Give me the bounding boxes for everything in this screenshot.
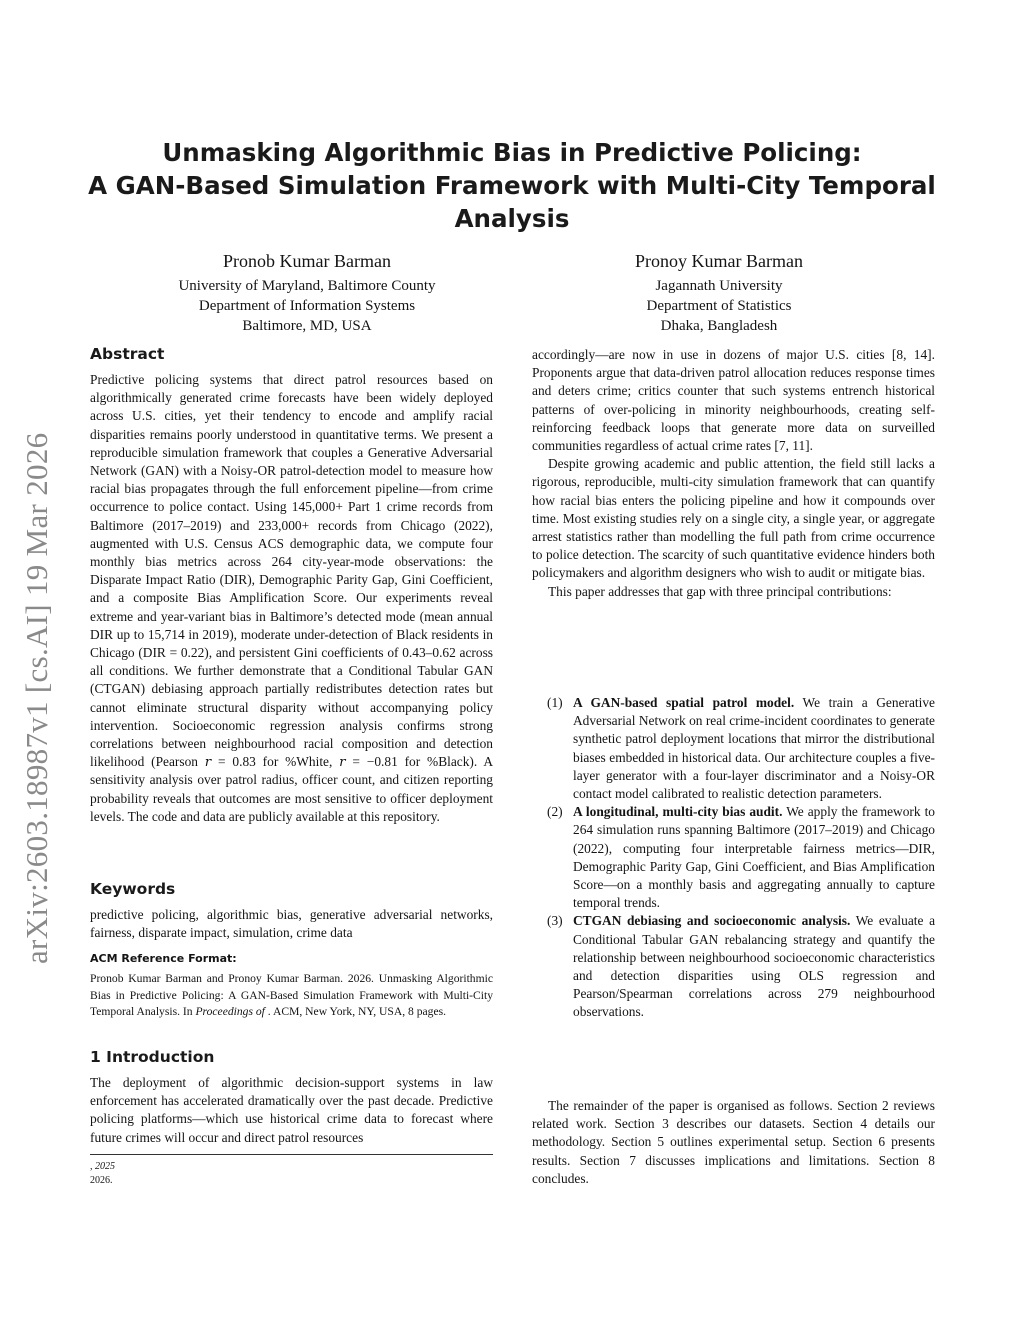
author-department: Department of Statistics (646, 298, 792, 314)
introduction-heading: 1 Introduction (90, 1048, 215, 1066)
author-affiliation: Jagannath University (655, 278, 783, 294)
author-block-2 (529, 248, 909, 336)
list-item (547, 912, 935, 1021)
author-location: Dhaka, Bangladesh (660, 318, 778, 334)
title-line: Analysis (454, 204, 570, 233)
arxiv-identifier: arXiv:2603.18987v1 [cs.AI] 19 Mar 2026 (19, 432, 54, 964)
introduction-paragraph: The deployment of algorithmic decision-support systems in law enforcement has accelerated dramatically over the past decade. Predictive policing platforms—which use historical crime data to forecast where future crimes will occur and direct patrol resources (90, 1075, 493, 1145)
keywords-text: predictive policing, algorithmic bias, generative adversarial networks, fairness, disparate impact, simulation, crime data (90, 907, 493, 941)
introduction-paragraph: Despite growing academic and public attention, the field still lacks a rigorous, reproducible, multi-city simulation framework that can quantify how racial bias enters the policing pipeline and how it compounds over time. Most existing studies rely on a single city, a single year, or aggregate arrest statistics rather than modelling the full path from crime occurrence to police detection. The scarcity of such quantitative evidence hinders both policymakers and algorithm designers who wish to audit or mitigate bias. (532, 456, 935, 581)
contribution-title: A longitudinal, multi-city bias audit. (573, 804, 783, 820)
right-column (532, 346, 935, 601)
footnote-line (90, 1160, 115, 1173)
contributions-list (547, 694, 935, 1022)
introduction-paragraph: accordingly—are now in use in dozens of major U.S. cities [8, 14]. Proponents argue that data-driven patrol allocation reduces response times and deters crime; critics counter that such systems entrench historical patterns of over-policing in minority neighbourhoods, creating self-reinforcing feedback loops that generate more data on surveilled communities regardless of actual crime rates [7, 11]. (532, 347, 935, 454)
list-number: (2) (547, 804, 563, 820)
acm-reference-heading: ACM Reference Format: (90, 952, 237, 965)
list-item (547, 803, 935, 912)
contribution-title: A GAN-based spatial patrol model. (573, 695, 795, 710)
footnote-rule (90, 1154, 493, 1155)
footnote-line: 2026. (90, 1175, 113, 1186)
acm-reference-text (90, 971, 493, 1021)
title-line: A GAN-Based Simulation Framework with Multi-City Temporal (88, 171, 936, 200)
acm-reference (90, 950, 493, 1021)
author-department: Department of Information Systems (198, 298, 416, 314)
title-line: Unmasking Algorithmic Bias in Predictive Policing: (162, 138, 862, 167)
introduction-paragraph: The remainder of the paper is organised as follows. Section 2 reviews related work. Section 3 describes our datasets. Section 4 details our methodology. Section 5 outlines experimental setup. Section 6 presents results. Section 7 discusses implications and limitations. Section 8 concludes. (532, 1098, 935, 1186)
author-block-1 (117, 248, 497, 336)
author-affiliation: University of Maryland, Baltimore County (178, 278, 436, 294)
contribution-text: We apply the framework to 264 simulation runs spanning Baltimore (2017–2019) and Chicago (2022), computing four interpretable fairness metrics—DIR, Demographic Parity Gap, Gini Coefficient, and Bias Amplification Score—on a monthly basis and aggregating annually to capture temporal trends. (573, 804, 935, 911)
abstract-heading: Abstract (90, 345, 165, 363)
introduction-section (90, 1047, 493, 1147)
acm-reference-publisher: . ACM, New York, NY, USA, 8 pages. (264, 1005, 447, 1019)
acm-reference-citation: Pronob Kumar Barman and Pronoy Kumar Barman. 2026. Unmasking Algorithmic Bias in Predictive Policing: A GAN-Based Simulation Framework with Multi-City Temporal Analysis. In (90, 972, 493, 1019)
abstract-text: Predictive policing systems that direct patrol resources based on algorithmically generated crime forecasts have been widely deployed across U.S. cities, yet their tendency to encode and amplify racial disparities remains poorly understood in quantitative terms. We present a reproducible simulation framework that couples a Generative Adversarial Network (GAN) with a Noisy-OR patrol-detection model to measure how racial bias propagates through the full enforcement pipeline—from crime occurrence to police contact. Using 145,000+ Part 1 crime records from Baltimore (2017–2019) and 233,000+ records from Chicago (2022), augmented with U.S. Census ACS demographic data, we compute four monthly bias metrics across 264 city-year-mode observations: the Disparate Impact Ratio (DIR), Demographic Parity Gap, Gini Coefficient, and a composite Bias Amplification Score. Our experiments reveal extreme and year-variant bias in Baltimore’s detected mode (mean annual DIR up to 15,714 in 2019), moderate under-detection of Black residents in Chicago (DIR = 0.22), and persistent Gini coefficients of 0.43–0.62 across all conditions. We further demonstrate that a Conditional Tabular GAN (CTGAN) debiasing approach partially redistributes detection rates but cannot eliminate structural disparity without accompanying policy intervention. Socioeconomic regression analysis confirms strong correlations between neighbourhood racial composition and detection likelihood (Pearson 𝑟 = 0.83 for %White, 𝑟 = −0.81 for %Black). A sensitivity analysis over patrol radius, officer count, and citizen reporting probability reveals that outcomes are most sensitive to officer deployment levels. The code and data are publicly available at this repository. (90, 372, 493, 824)
author-name: Pronoy Kumar Barman (635, 251, 803, 271)
list-item (547, 694, 935, 803)
keywords-section (90, 879, 493, 942)
author-name: Pronob Kumar Barman (223, 251, 391, 271)
contribution-title: CTGAN debiasing and socioeconomic analysis. (573, 913, 851, 929)
keywords-heading: Keywords (90, 880, 176, 898)
acm-reference-venue: Proceedings of (195, 1005, 265, 1019)
paper-title (60, 136, 964, 235)
list-number: (1) (547, 695, 563, 710)
author-location: Baltimore, MD, USA (242, 318, 372, 334)
footnote-text: , 2025 (90, 1161, 115, 1172)
list-number: (3) (547, 913, 563, 929)
left-column (90, 344, 493, 826)
introduction-paragraph: This paper addresses that gap with three principal contributions: (548, 583, 892, 599)
contribution-text: We evaluate a Conditional Tabular GAN rebalancing strategy and quantify the relationship between neighbourhood socioeconomic characteristics and detection disparities using OLS regression and Pearson/Spearman correlations across 279 neighbourhood observations. (573, 913, 936, 1020)
contribution-text: We train a Generative Adversarial Network on real crime-incident coordinates to generate synthetic patrol deployment locations that mirror the distributional biases embedded in historical data. Our architecture couples a five-layer generator with a four-layer discriminator and a Noisy-OR contact model calibrated to realistic detection parameters. (573, 695, 935, 802)
